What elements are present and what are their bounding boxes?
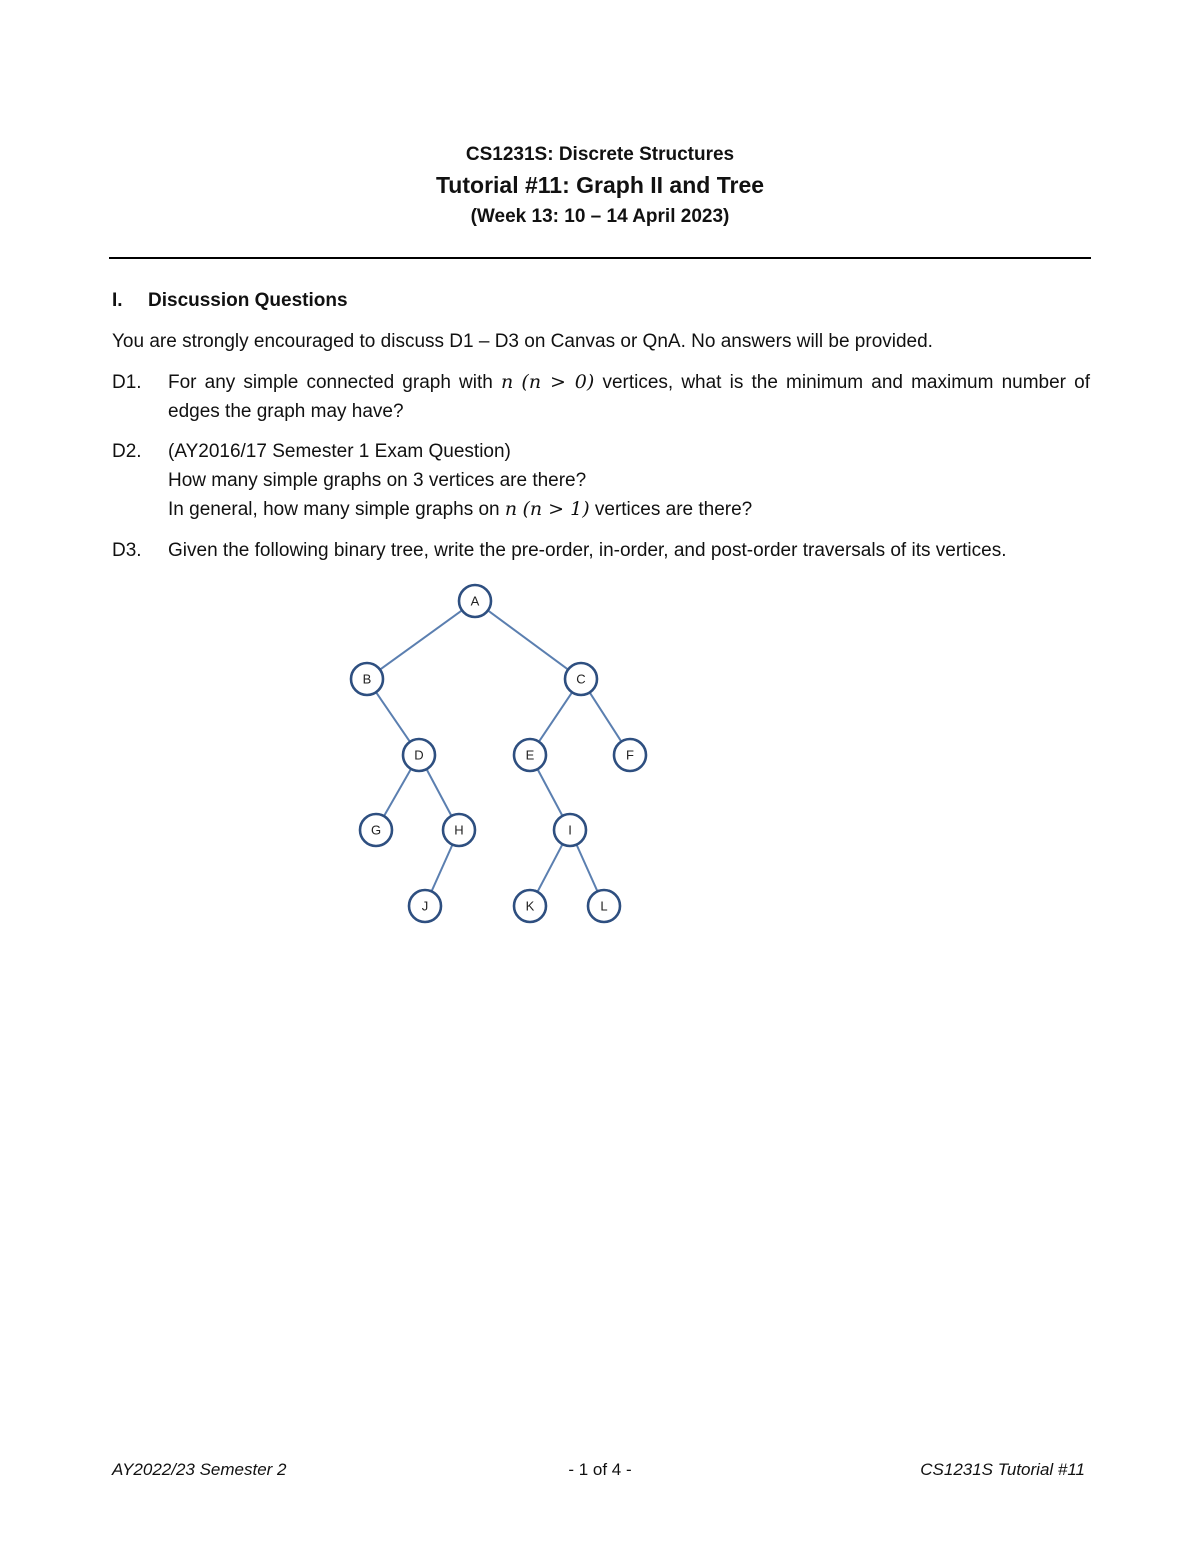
tree-edge-C-F — [590, 692, 622, 741]
tree-node-label: D — [414, 747, 424, 763]
tree-node-label: L — [600, 898, 608, 914]
tutorial-title: Tutorial #11: Graph II and Tree — [435, 172, 765, 198]
tree-node-F — [614, 739, 646, 771]
tree-node-label: G — [370, 822, 382, 838]
tree-edge-A-C — [488, 610, 568, 669]
tree-node-label: E — [525, 747, 535, 763]
tree-node-label: I — [568, 822, 572, 838]
tree-edge-D-G — [384, 769, 411, 816]
tree-node-label: K — [525, 898, 535, 914]
tree-node-L — [588, 890, 620, 922]
question-line: How many simple graphs on 3 vertices are there? — [168, 470, 587, 491]
tree-edge-A-B — [380, 610, 462, 669]
question-label: D1. — [112, 372, 142, 393]
tree-node-D — [403, 739, 435, 771]
tree-edge-C-E — [539, 692, 572, 741]
tree-node-label: C — [576, 671, 586, 687]
tree-node-J — [409, 890, 441, 922]
week-subtitle: (Week 13: 10 – 14 April 2023) — [470, 206, 730, 227]
section-number: I. — [112, 290, 123, 311]
question-label: D2. — [112, 441, 142, 462]
tree-node-A — [459, 585, 491, 617]
math-variable: n — [501, 371, 514, 393]
question-text: vertices, what is the minimum and maximum number of edges the graph may have? — [168, 372, 1090, 422]
tree-edge-I-K — [537, 844, 562, 892]
tree-node-label: B — [362, 671, 372, 687]
tree-node-C — [565, 663, 597, 695]
math-variable: n — [504, 498, 518, 520]
tree-node-H — [443, 814, 475, 846]
tree-node-B — [351, 663, 383, 695]
tree-node-label: A — [470, 593, 480, 609]
tree-node-label: H — [454, 822, 464, 838]
tree-node-E — [514, 739, 546, 771]
tree-edge-H-J — [432, 845, 453, 892]
tree-edge-E-I — [538, 769, 563, 816]
tree-node-G — [360, 814, 392, 846]
tree-edge-B-D — [376, 692, 410, 742]
tree-node-label: F — [626, 747, 634, 763]
tree-node-label: J — [421, 898, 429, 914]
question-line: (AY2016/17 Semester 1 Exam Question) — [168, 441, 511, 462]
section-title: Discussion Questions — [148, 290, 348, 311]
question-label: D3. — [112, 540, 142, 561]
question-text: In general, how many simple graphs on — [168, 499, 505, 520]
tree-node-I — [554, 814, 586, 846]
footer-page-number: - 1 of 4 - — [568, 1460, 632, 1479]
tree-edge-I-L — [577, 845, 598, 892]
question-body: Given the following binary tree, write the pre-order, in-order, and post-order traversals of its vertices. — [168, 540, 1007, 561]
footer-semester: AY2022/23 Semester 2 — [112, 1460, 287, 1479]
tree-edge-D-H — [427, 769, 452, 816]
intro-text: You are strongly encouraged to discuss D1 – D3 on Canvas or QnA. No answers will be provided. — [112, 331, 933, 352]
question-text: For any simple connected graph with — [168, 372, 501, 393]
course-title: CS1231S: Discrete Structures — [465, 144, 735, 165]
math-condition: (n > 0) — [521, 371, 595, 393]
footer-tutorial: CS1231S Tutorial #11 — [920, 1460, 1085, 1479]
math-condition: (n > 1) — [522, 498, 590, 520]
tree-node-K — [514, 890, 546, 922]
question-text: vertices are there? — [589, 499, 753, 520]
